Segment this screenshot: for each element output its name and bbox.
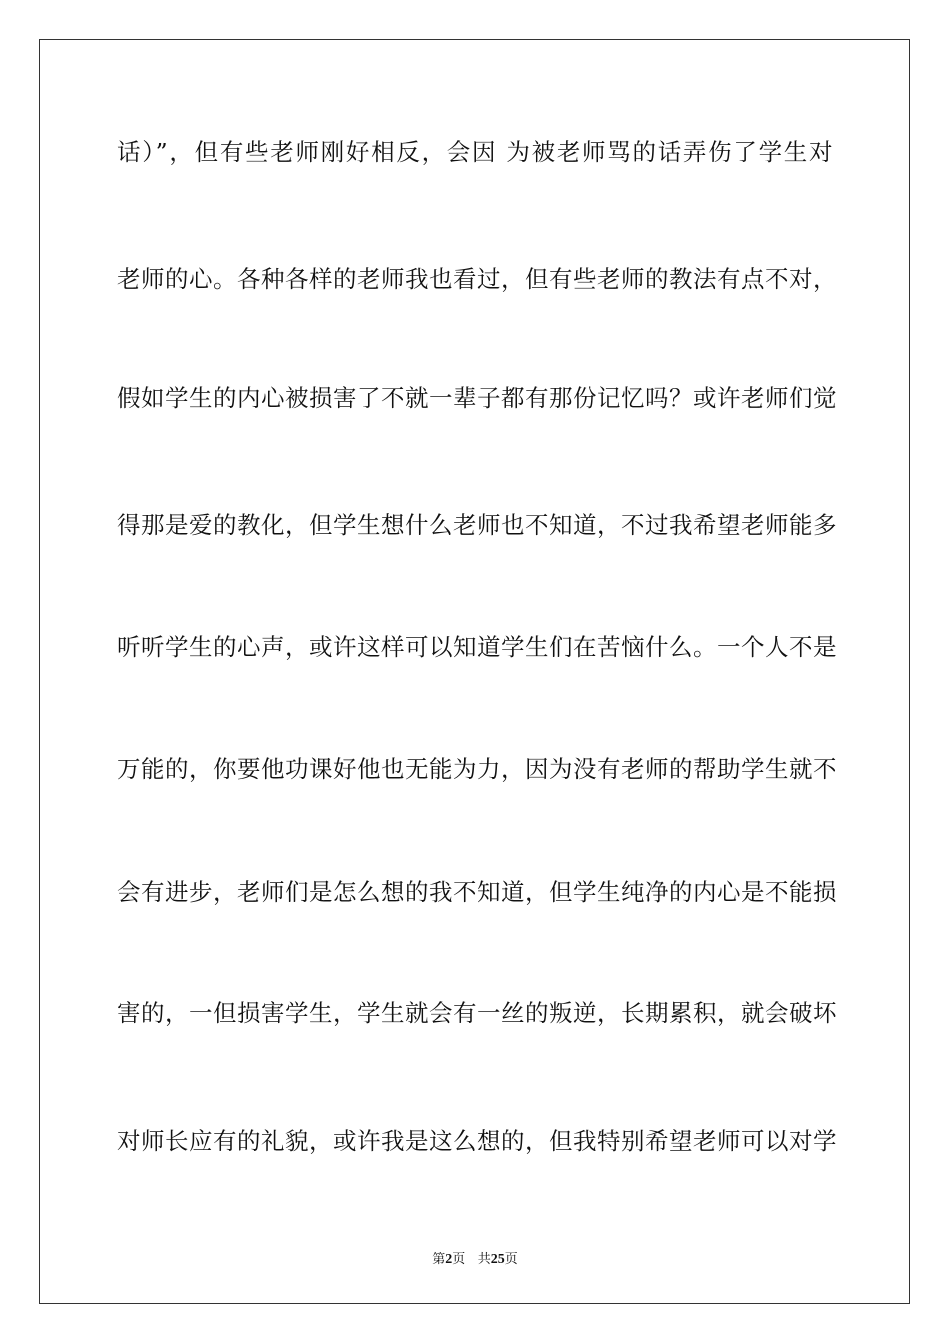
total-pages: 25: [490, 1252, 505, 1267]
page-prefix: 第: [432, 1252, 446, 1267]
total-prefix: 共: [477, 1252, 491, 1267]
text-line-5: 听听学生的心声，或许这样可以知道学生们在苦恼什么。一个人不是: [117, 633, 837, 661]
page-suffix: 页: [452, 1252, 466, 1267]
text-line-7: 会有进步，老师们是怎么想的我不知道，但学生纯净的内心是不能损: [117, 878, 837, 906]
text-line-4: 得那是爱的教化，但学生想什么老师也不知道，不过我希望老师能多: [117, 511, 837, 539]
text-line-1: 话）”，但有些老师刚好相反，会因 为被老师骂的话弄伤了学生对: [117, 138, 833, 166]
text-line-8: 害的，一但损害学生，学生就会有一丝的叛逆，长期累积，就会破坏: [117, 999, 837, 1027]
text-line-3: 假如学生的内心被损害了不就一辈子都有那份记忆吗？或许老师们觉: [117, 384, 837, 412]
page-footer: [0, 1248, 950, 1268]
page-number: 2: [445, 1252, 453, 1267]
text-line-2: 老师的心。各种各样的老师我也看过，但有些老师的教法有点不对，: [117, 265, 837, 293]
text-line-9: 对师长应有的礼貌，或许我是这么想的，但我特别希望老师可以对学: [117, 1127, 837, 1155]
text-line-6: 万能的，你要他功课好他也无能为力，因为没有老师的帮助学生就不: [117, 755, 837, 783]
page-border: [39, 39, 910, 1304]
total-suffix: 页: [504, 1252, 518, 1267]
